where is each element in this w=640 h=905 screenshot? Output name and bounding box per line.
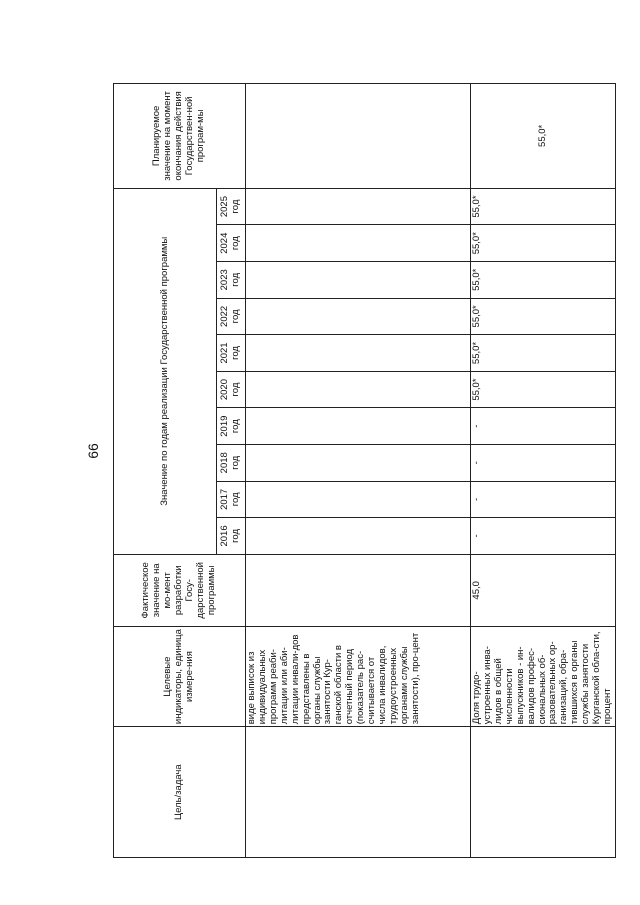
year-value-cell [246,408,471,445]
rotated-table-wrapper [113,83,614,858]
year-header: 2018 год [217,444,246,481]
year-value-cell [246,481,471,518]
year-value-cell: 55,0* [471,335,616,372]
year-header: 2024 год [217,225,246,262]
header-row [114,84,217,858]
year-header: 2020 год [217,371,246,408]
year-value-cell: 55,0* [471,261,616,298]
goal-cell [471,727,616,858]
year-value-cell [246,335,471,372]
header-planned: Планируемое значение на момент окончания действия Государствен-ной програм-мы [114,84,246,189]
year-value-cell [246,298,471,335]
year-header: 2022 год [217,298,246,335]
table-row [246,84,471,858]
table-row [471,84,616,858]
actual-cell [246,554,471,626]
year-value-cell: 55,0* [471,225,616,262]
indicator-cell: Доля трудо-устроенных инва-лидов в общей численности выпускников - ин-валидов профес-сиональных об-разовательных ор-ганизаций, обра-тившихся в органы службы занятости Курганской обла-сти, процент [471,626,616,726]
year-header: 2019 год [217,408,246,445]
year-header: 2023 год [217,261,246,298]
actual-cell: 45,0 [471,554,616,626]
year-header: 2016 год [217,518,246,555]
planned-cell: 55,0* [471,84,616,189]
year-value-cell: 55,0* [471,298,616,335]
year-value-cell: - [471,518,616,555]
target-indicators-table [113,83,616,858]
year-value-cell: - [471,481,616,518]
year-value-cell: - [471,408,616,445]
header-indicator: Целевые индикаторы, единица измере-ния [114,626,246,726]
year-header: 2025 год [217,188,246,225]
header-by-year: Значение по годам реализации Государственной программы [114,188,217,554]
header-goal: Цель/задача [114,727,246,858]
year-value-cell [246,261,471,298]
indicator-cell: виде выписок из индивидуальных программ реаби-литации или аби-литации инвали-дов представлены в органы службы занятости Кур-ганской области в отчетный период (показатель рас-считывается от числа инвалидов, трудоустроенных органами службы занятости), про-цент [246,626,471,726]
goal-cell [246,727,471,858]
year-value-cell: - [471,444,616,481]
year-value-cell [246,188,471,225]
year-value-cell [246,444,471,481]
year-value-cell [246,518,471,555]
page-number: 66 [85,443,101,459]
year-value-cell [246,371,471,408]
year-header: 2017 год [217,481,246,518]
header-actual: Фактическое значение на мо-мент разработки Госу-дарственной программы [114,554,246,626]
year-value-cell: 55,0* [471,371,616,408]
year-value-cell [246,225,471,262]
planned-cell [246,84,471,189]
year-value-cell: 55,0* [471,188,616,225]
year-header: 2021 год [217,335,246,372]
